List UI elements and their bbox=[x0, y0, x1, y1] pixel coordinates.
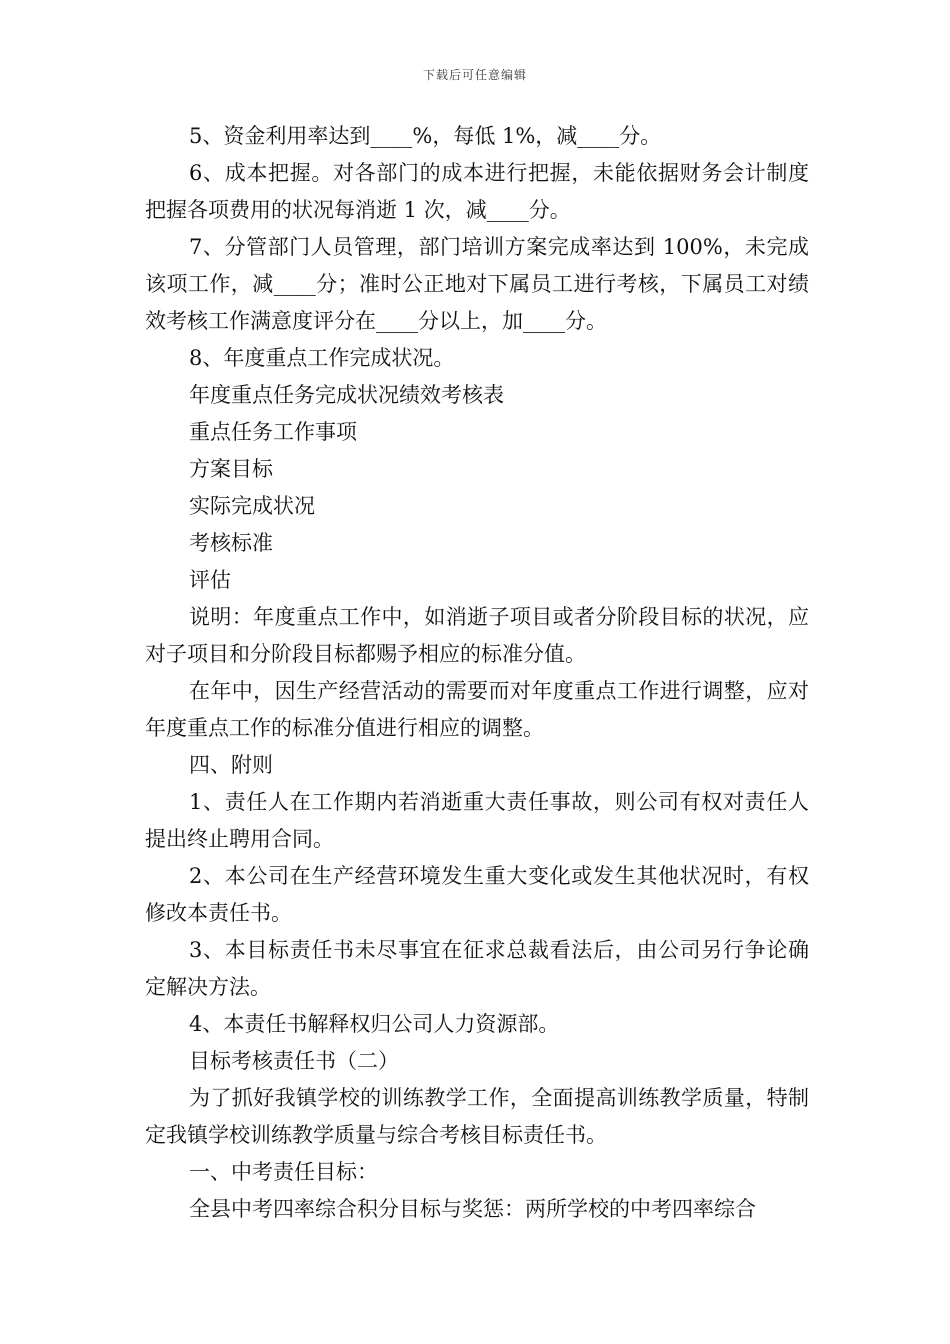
intro-paragraph: 为了抓好我镇学校的训练教学工作，全面提高训练教学质量，特制定我镇学校训练教学质量与综合考核目标责任书。 bbox=[145, 1086, 809, 1147]
exam-target-paragraph: 全县中考四率综合积分目标与奖惩：两所学校的中考四率综合 bbox=[189, 1197, 756, 1221]
table-header-evaluation: 评估 bbox=[189, 568, 231, 592]
appendix-item-3: 3、本目标责任书未尽事宜在征求总裁看法后，由公司另行争论确定解决方法。 bbox=[145, 938, 809, 999]
paragraph-item-6: 6、成本把握。对各部门的成本进行把握，未能依据财务会计制度把握各项费用的状况每消逝 1 次，减____分。 bbox=[145, 161, 809, 222]
table-header-actual: 实际完成状况 bbox=[189, 494, 315, 518]
page-header: 下载后可任意编辑 bbox=[422, 68, 527, 82]
table-title: 年度重点任务完成状况绩效考核表 bbox=[189, 383, 504, 407]
table-header-target: 方案目标 bbox=[189, 457, 273, 481]
note-paragraph: 说明：年度重点工作中，如消逝子项目或者分阶段目标的状况，应对子项目和分阶段目标都赐予相应的标准分值。 bbox=[145, 605, 809, 666]
table-header-task: 重点任务工作事项 bbox=[189, 420, 357, 444]
appendix-item-2: 2、本公司在生产经营环境发生重大变化或发生其他状况时，有权修改本责任书。 bbox=[145, 864, 809, 925]
paragraph-item-8: 8、年度重点工作完成状况。 bbox=[189, 346, 455, 370]
adjustment-paragraph: 在年中，因生产经营活动的需要而对年度重点工作进行调整，应对年度重点工作的标准分值进行相应的调整。 bbox=[145, 679, 809, 740]
appendix-item-4: 4、本责任书解释权归公司人力资源部。 bbox=[189, 1012, 560, 1036]
table-header-standard: 考核标准 bbox=[189, 531, 273, 555]
document-body bbox=[145, 118, 809, 1228]
section-heading-exam-target: 一、中考责任目标： bbox=[189, 1160, 378, 1184]
paragraph-item-5: 5、资金利用率达到____%，每低 1%，减____分。 bbox=[189, 124, 662, 148]
paragraph-item-7: 7、分管部门人员管理，部门培训方案完成率达到 100%，未完成该项工作，减____分；准时公正地对下属员工进行考核，下属员工对绩效考核工作满意度评分在____分以上，加____分。 bbox=[145, 235, 809, 333]
section-heading-appendix: 四、附则 bbox=[189, 753, 273, 777]
appendix-item-1: 1、责任人在工作期内若消逝重大责任事故，则公司有权对责任人提出终止聘用合同。 bbox=[145, 790, 809, 851]
document-title-2: 目标考核责任书（二） bbox=[189, 1049, 399, 1073]
